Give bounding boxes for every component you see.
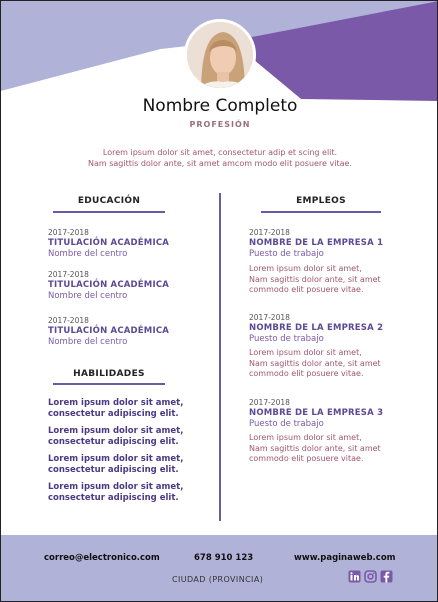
skill-item xyxy=(48,454,183,476)
skill-line: Lorem ipsum dolor sit amet, xyxy=(48,426,184,436)
job-desc-line: commodo elit posuere vitae. xyxy=(249,285,364,294)
job-year: 2017-2018 xyxy=(249,313,290,322)
edu-center: Nombre del centro xyxy=(48,291,128,301)
profession-label: PROFESIÓN xyxy=(189,120,251,129)
job-position: Puesto de trabajo xyxy=(249,249,324,259)
profile-photo xyxy=(184,19,256,91)
job-desc-line: commodo elit posuere vitae. xyxy=(249,454,364,463)
edu-degree: TITULACIÓN ACADÉMICA xyxy=(48,238,170,248)
job-description xyxy=(249,433,381,465)
job-desc-line: Lorem ipsum dolor sit amet, xyxy=(249,264,362,273)
edu-year: 2017-2018 xyxy=(48,316,89,325)
intro-line: Nam sagittis dolor ante, sit amet amcom modo elit posuere vitae. xyxy=(88,159,352,168)
footer-phone[interactable]: 678 910 123 xyxy=(194,553,254,563)
job-position: Puesto de trabajo xyxy=(249,334,324,344)
skills-rule xyxy=(53,383,165,385)
skill-line: Lorem ipsum dolor sit amet, xyxy=(48,482,184,492)
footer-website[interactable]: www.paginaweb.com xyxy=(294,553,396,563)
job-description xyxy=(249,348,381,380)
skill-line: Lorem ipsum dolor sit amet, xyxy=(48,398,184,408)
job-desc-line: Nam sagittis dolor ante, sit amet xyxy=(249,443,381,453)
job-position: Puesto de trabajo xyxy=(249,419,324,429)
skills-title: HABILIDADES xyxy=(73,369,145,379)
edu-year: 2017-2018 xyxy=(48,270,89,279)
intro-line: Lorem ipsum dolor sit amet, consectetur adip et scing elit. xyxy=(102,148,338,157)
edu-year: 2017-2018 xyxy=(48,228,89,237)
job-desc-line: Lorem ipsum dolor sit amet, xyxy=(249,433,362,442)
job-desc-line: Nam sagittis dolor ante, sit amet xyxy=(249,358,381,368)
footer-city: CIUDAD (PROVINCIA) xyxy=(172,575,264,584)
job-company: NOMBRE DE LA EMPRESA 2 xyxy=(249,323,384,333)
full-name: Nombre Completo xyxy=(142,96,298,116)
column-divider xyxy=(219,193,221,521)
edu-degree: TITULACIÓN ACADÉMICA xyxy=(48,280,170,290)
job-desc-line: Lorem ipsum dolor sit amet, xyxy=(249,348,362,357)
skill-line: consectetur adipiscing elit. xyxy=(48,409,179,419)
edu-degree: TITULACIÓN ACADÉMICA xyxy=(48,326,170,336)
education-title: EDUCACIÓN xyxy=(77,196,141,206)
edu-center: Nombre del centro xyxy=(48,337,128,347)
skill-line: consectetur adipiscing elit. xyxy=(48,493,179,503)
skill-line: Lorem ipsum dolor sit amet, xyxy=(48,454,184,464)
edu-center: Nombre del centro xyxy=(48,249,128,259)
job-year: 2017-2018 xyxy=(249,228,290,237)
linkedin-icon[interactable] xyxy=(348,570,361,583)
footer-band xyxy=(1,535,438,602)
jobs-title: EMPLEOS xyxy=(296,196,346,206)
instagram-icon[interactable] xyxy=(364,570,377,583)
footer-email[interactable]: correo@electronico.com xyxy=(44,553,160,563)
education-rule xyxy=(53,211,165,213)
job-year: 2017-2018 xyxy=(249,398,290,407)
job-company: NOMBRE DE LA EMPRESA 3 xyxy=(249,408,384,418)
job-desc-line: Nam sagittis dolor ante, sit amet xyxy=(249,274,381,284)
intro-text xyxy=(61,147,379,169)
skill-line: consectetur adipiscing elit. xyxy=(48,465,179,475)
job-description xyxy=(249,264,381,296)
skill-item xyxy=(48,426,183,448)
job-desc-line: commodo elit posuere vitae. xyxy=(249,369,364,378)
facebook-icon[interactable] xyxy=(380,570,393,583)
jobs-rule xyxy=(261,211,381,213)
skill-item xyxy=(48,482,183,504)
job-company: NOMBRE DE LA EMPRESA 1 xyxy=(249,238,384,248)
skill-line: consectetur adipiscing elit. xyxy=(48,437,179,447)
skill-item xyxy=(48,398,183,420)
